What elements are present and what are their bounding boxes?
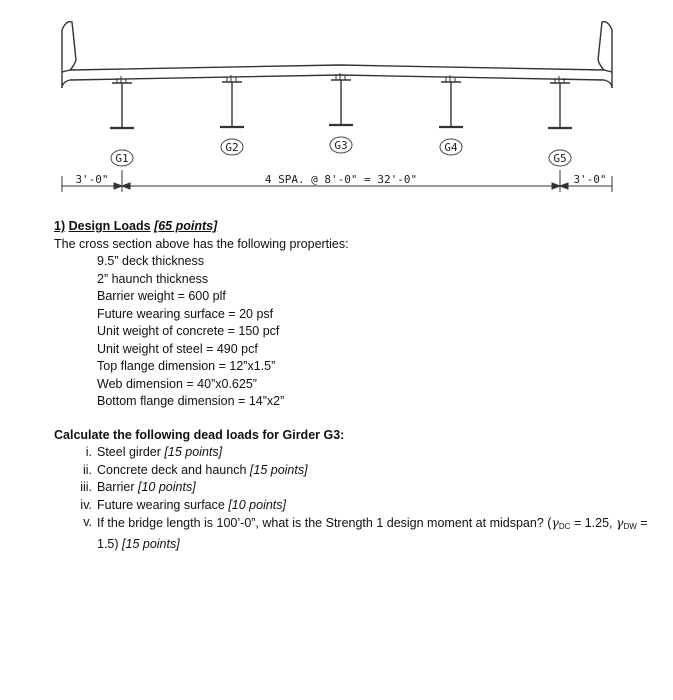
left-barrier <box>62 22 76 72</box>
property-item: 9.5” deck thickness <box>97 254 204 268</box>
task-list <box>54 444 654 553</box>
task-number: iii. <box>80 480 92 494</box>
task-points: [10 points] <box>228 497 287 512</box>
girder-label-g2: G2 <box>225 141 239 154</box>
girder-g3 <box>329 73 353 125</box>
property-item: Unit weight of steel = 490 pcf <box>97 341 258 356</box>
girder-label-g4: G4 <box>444 141 458 154</box>
property-item: Top flange dimension = 12”x1.5” <box>97 359 276 373</box>
task-item <box>54 444 654 462</box>
task-points: [15 points] <box>164 445 223 459</box>
property-item: Future wearing surface = 20 psf <box>97 306 274 321</box>
task-item <box>54 514 654 553</box>
right-barrier <box>598 22 612 88</box>
girder-g1 <box>110 76 134 128</box>
task-text: Steel girder <box>97 445 161 459</box>
task-points: [15 points] <box>122 536 180 551</box>
girder-label-g5: G5 <box>553 152 567 165</box>
task-item <box>54 462 654 480</box>
gamma-symbol: γ <box>551 515 559 530</box>
dimension-middle: 4 SPA. @ 8'-0" = 32'-0" <box>264 173 418 186</box>
property-item: Unit weight of concrete = 150 pcf <box>97 324 280 338</box>
task-number: ii. <box>82 462 92 477</box>
dimension-right: 3'-0" <box>573 173 607 186</box>
girder-g2 <box>220 75 244 127</box>
dimension-left: 3'-0" <box>75 173 109 186</box>
gamma-symbol: γ <box>616 515 624 530</box>
properties-list <box>97 253 654 411</box>
deck-top <box>70 65 604 70</box>
task-text: Barrier <box>97 480 135 494</box>
task-points: [10 points] <box>138 480 196 494</box>
task-text: Concrete deck and haunch <box>97 462 247 477</box>
property-item: 2” haunch thickness <box>97 271 209 286</box>
deck-bottom <box>62 75 612 88</box>
gamma-dw-subscript: DW <box>623 522 637 531</box>
task-item <box>54 497 654 515</box>
heading-points: [65 points] <box>154 219 218 233</box>
bridge-cross-section <box>0 0 673 200</box>
calc-title: Calculate the following dead loads for Girder G3: <box>54 427 345 442</box>
gamma-dc-value: = 1.25, <box>570 516 616 530</box>
gamma-dw-value: = 1.5) <box>97 516 648 551</box>
gamma-dc-subscript: DC <box>558 522 571 531</box>
property-item: Bottom flange dimension = 14”x2” <box>97 394 285 408</box>
task-points: [15 points] <box>249 462 308 477</box>
girder-g4 <box>439 75 463 127</box>
task-number: iv. <box>80 497 92 512</box>
girder-g5 <box>548 76 572 128</box>
property-item: Web dimension = 40”x0.625” <box>97 376 257 391</box>
intro-text: The cross section above has the following properties: <box>54 236 349 251</box>
section-heading <box>54 218 654 236</box>
property-item: Barrier weight = 600 plf <box>97 289 226 303</box>
task-item <box>54 479 654 497</box>
girder-label-g1: G1 <box>115 152 129 165</box>
heading-number: 1) <box>54 219 66 233</box>
task-text: Future wearing surface <box>97 497 225 512</box>
task-number: v. <box>83 515 92 529</box>
heading-title: Design Loads <box>68 219 151 233</box>
task-text: If the bridge length is 100’-0”, what is the Strength 1 design moment at midspan? ( <box>97 516 552 530</box>
girder-label-g3: G3 <box>334 139 348 152</box>
task-number: i. <box>85 445 92 459</box>
problem-statement <box>54 218 654 553</box>
